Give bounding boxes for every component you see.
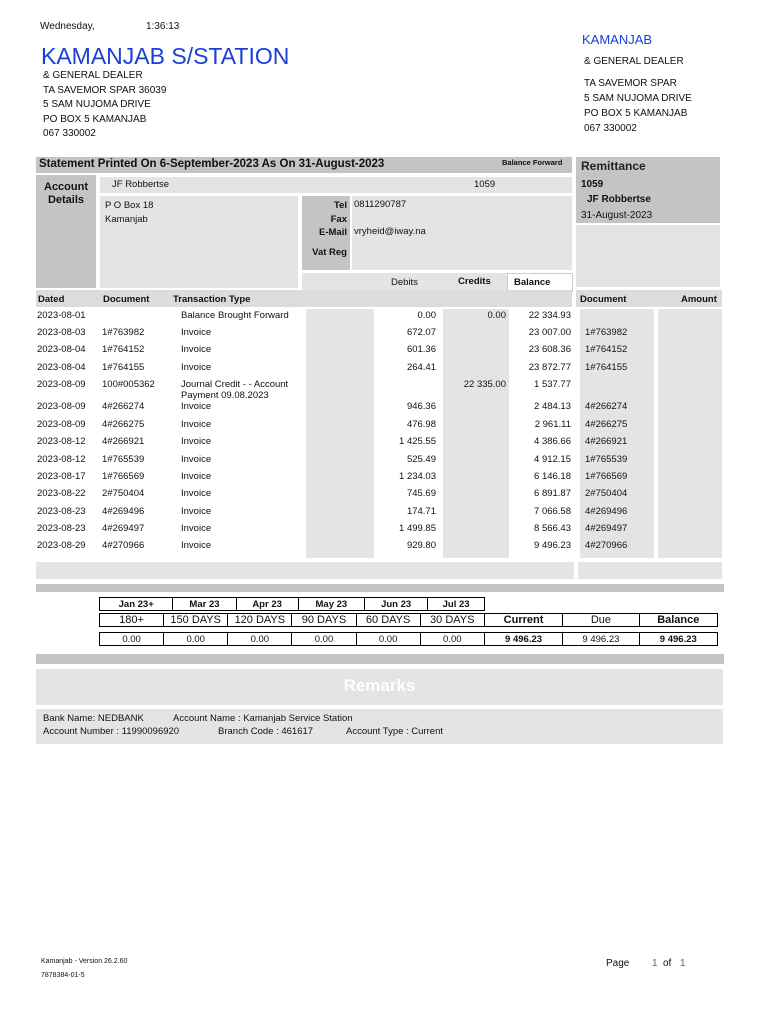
cell-debit: 0.00 bbox=[417, 310, 436, 321]
transaction-row bbox=[0, 344, 768, 361]
cell-debit: 672.07 bbox=[406, 327, 436, 338]
cell-debit: 946.36 bbox=[406, 401, 436, 412]
contact-labels bbox=[302, 199, 347, 240]
separator-bar bbox=[36, 584, 724, 592]
remittance-blank bbox=[576, 225, 720, 287]
aging-month: Jan 23+ bbox=[100, 598, 173, 611]
aging-value: 0.00 bbox=[100, 633, 164, 646]
customer-address-line: P O Box 18 bbox=[105, 200, 154, 211]
remit-company-name: KAMANJAB bbox=[582, 32, 653, 47]
cell-doc: 1#765539 bbox=[102, 454, 145, 465]
doc-code: 7878384-01-5 bbox=[41, 972, 85, 979]
account-name: Account Name : Kamanjab Service Station bbox=[173, 713, 353, 724]
statement-title: Statement Printed On 6-September-2023 As On 31-August-2023 bbox=[39, 158, 385, 170]
aging-label: Due bbox=[563, 614, 639, 627]
cell-debit: 525.49 bbox=[406, 454, 436, 465]
aging-value: 0.00 bbox=[228, 633, 292, 646]
cell-doc: 1#763982 bbox=[102, 327, 145, 338]
transaction-row bbox=[0, 506, 768, 523]
cell-rdoc: 2#750404 bbox=[585, 488, 628, 499]
cell-balance: 2 484.13 bbox=[534, 401, 571, 412]
aging-value: 9 496.23 bbox=[563, 633, 639, 646]
account-details-label: Account Details bbox=[44, 181, 88, 206]
email-value: vryheid@iway.na bbox=[354, 226, 426, 237]
cell-type: Invoice bbox=[181, 471, 212, 482]
col-dated: Dated bbox=[38, 294, 65, 305]
aging-value: 9 496.23 bbox=[639, 633, 717, 646]
cell-doc: 100#005362 bbox=[102, 379, 155, 390]
cell-doc: 4#266275 bbox=[102, 419, 145, 430]
cell-balance: 6 891.87 bbox=[534, 488, 571, 499]
transaction-row bbox=[0, 540, 768, 557]
address-line: PO BOX 5 KAMANJAB bbox=[43, 113, 147, 125]
cell-debit: 174.71 bbox=[406, 506, 436, 517]
cell-type: Balance Brought Forward bbox=[181, 310, 289, 321]
remarks-title: Remarks bbox=[343, 676, 416, 695]
transaction-row bbox=[0, 454, 768, 471]
col-document: Document bbox=[103, 294, 150, 305]
of-label: of bbox=[663, 958, 672, 969]
cell-credit: 22 335.00 bbox=[463, 379, 506, 390]
cell-debit: 929.80 bbox=[406, 540, 436, 551]
cell-date: 2023-08-01 bbox=[37, 310, 86, 321]
cell-date: 2023-08-17 bbox=[37, 471, 86, 482]
cell-type: Invoice bbox=[181, 488, 212, 499]
credits-label: Credits bbox=[458, 276, 491, 287]
cell-balance: 8 566.43 bbox=[534, 523, 571, 534]
cell-balance: 9 496.23 bbox=[534, 540, 571, 551]
customer-address bbox=[105, 199, 153, 227]
col-remit-document: Document bbox=[580, 294, 627, 305]
account-type: Account Type : Current bbox=[346, 726, 443, 737]
aging-label: 90 DAYS bbox=[292, 614, 356, 627]
address-line: TA SAVEMOR SPAR 36039 bbox=[43, 84, 167, 96]
cell-balance: 6 146.18 bbox=[534, 471, 571, 482]
separator-bar bbox=[36, 654, 724, 664]
cell-balance: 23 608.36 bbox=[528, 344, 571, 355]
cell-rdoc: 4#266921 bbox=[585, 436, 628, 447]
cell-balance: 1 537.77 bbox=[534, 379, 571, 390]
cell-date: 2023-08-12 bbox=[37, 436, 86, 447]
cell-type: Invoice bbox=[181, 506, 212, 517]
cell-type: Invoice bbox=[181, 419, 212, 430]
cell-date: 2023-08-12 bbox=[37, 454, 86, 465]
aging-month: Apr 23 bbox=[236, 598, 298, 611]
aging-months bbox=[99, 597, 485, 611]
aging-value: 0.00 bbox=[292, 633, 356, 646]
vat-label: Vat Reg bbox=[312, 247, 347, 258]
transaction-row bbox=[0, 310, 768, 327]
account-number: 1059 bbox=[474, 179, 496, 190]
company-name: KAMANJAB S/STATION bbox=[41, 43, 290, 69]
cell-credit: 0.00 bbox=[487, 310, 506, 321]
aging-label: 60 DAYS bbox=[356, 614, 420, 627]
aging-label: 30 DAYS bbox=[420, 614, 484, 627]
cell-rdoc: 1#764155 bbox=[585, 362, 628, 373]
cell-rdoc: 4#266274 bbox=[585, 401, 628, 412]
cell-type: Journal Credit - - Account bbox=[181, 379, 289, 390]
cell-type-continued: Payment 09.08.2023 bbox=[181, 390, 269, 401]
cell-doc: 1#764152 bbox=[102, 344, 145, 355]
remit-address-line: TA SAVEMOR SPAR bbox=[584, 78, 677, 89]
transaction-row bbox=[0, 488, 768, 505]
cell-doc: 4#270966 bbox=[102, 540, 145, 551]
aging-label: Current bbox=[484, 614, 562, 627]
cell-doc: 4#266274 bbox=[102, 401, 145, 412]
cell-rdoc: 1#765539 bbox=[585, 454, 628, 465]
cell-date: 2023-08-23 bbox=[37, 523, 86, 534]
address-line: 067 330002 bbox=[43, 128, 96, 140]
remit-address-line: 5 SAM NUJOMA DRIVE bbox=[584, 93, 692, 104]
aging-month: Jul 23 bbox=[428, 598, 485, 611]
customer-address-line: Kamanjab bbox=[105, 214, 148, 225]
aging-label: 150 DAYS bbox=[164, 614, 228, 627]
remit-address-line: 067 330002 bbox=[584, 123, 637, 134]
transaction-row bbox=[0, 523, 768, 540]
cell-balance: 4 386.66 bbox=[534, 436, 571, 447]
aging-month: Jun 23 bbox=[365, 598, 428, 611]
page-total: 1 bbox=[680, 958, 686, 969]
transaction-row bbox=[0, 419, 768, 436]
cell-balance: 23 872.77 bbox=[528, 362, 571, 373]
cell-debit: 264.41 bbox=[406, 362, 436, 373]
remit-address-line: PO BOX 5 KAMANJAB bbox=[584, 108, 688, 119]
cell-balance: 4 912.15 bbox=[534, 454, 571, 465]
aging-month: Mar 23 bbox=[173, 598, 236, 611]
cell-type: Invoice bbox=[181, 401, 212, 412]
cell-doc: 4#266921 bbox=[102, 436, 145, 447]
remit-customer-name: JF Robbertse bbox=[587, 194, 651, 205]
transaction-row bbox=[0, 401, 768, 418]
cell-balance: 2 961.11 bbox=[534, 419, 571, 430]
address-line: & GENERAL DEALER bbox=[43, 70, 143, 81]
cell-type: Invoice bbox=[181, 523, 212, 534]
cell-date: 2023-08-09 bbox=[37, 401, 86, 412]
balance-label: Balance bbox=[514, 277, 551, 288]
cell-debit: 1 425.55 bbox=[399, 436, 436, 447]
customer-name-bar bbox=[100, 177, 572, 193]
balance-forward-label: Balance Forward bbox=[502, 158, 563, 167]
remit-account-no: 1059 bbox=[581, 179, 604, 190]
cell-rdoc: 1#764152 bbox=[585, 344, 628, 355]
tel-label: Tel bbox=[333, 200, 347, 211]
aging-label: Balance bbox=[639, 614, 717, 627]
tel-value: 0811290787 bbox=[354, 199, 407, 210]
print-day: Wednesday, bbox=[40, 21, 95, 32]
cell-date: 2023-08-22 bbox=[37, 488, 86, 499]
transaction-row bbox=[0, 362, 768, 379]
aging-value: 9 496.23 bbox=[484, 633, 562, 646]
aging-labels bbox=[99, 613, 718, 627]
aging-month: May 23 bbox=[298, 598, 364, 611]
transaction-row bbox=[0, 436, 768, 453]
address-line: 5 SAM NUJOMA DRIVE bbox=[43, 99, 151, 111]
aging-label: 120 DAYS bbox=[228, 614, 292, 627]
remit-date: 31-August-2023 bbox=[581, 210, 653, 221]
cell-date: 2023-08-03 bbox=[37, 327, 86, 338]
remit-totals-bar bbox=[578, 562, 722, 579]
cell-debit: 601.36 bbox=[406, 344, 436, 355]
fax-label: Fax bbox=[330, 213, 347, 225]
col-transaction-type: Transaction Type bbox=[173, 294, 251, 305]
col-amount: Amount bbox=[681, 294, 717, 305]
aging-value: 0.00 bbox=[164, 633, 228, 646]
cell-date: 2023-08-04 bbox=[37, 344, 86, 355]
remit-address-line: & GENERAL DEALER bbox=[584, 56, 684, 67]
aging-value: 0.00 bbox=[420, 633, 484, 646]
version-text: Kamanjab - Version 26.2.60 bbox=[41, 958, 128, 965]
cell-doc: 2#750404 bbox=[102, 488, 145, 499]
cell-balance: 7 066.58 bbox=[534, 506, 571, 517]
cell-rdoc: 4#270966 bbox=[585, 540, 628, 551]
cell-type: Invoice bbox=[181, 540, 212, 551]
cell-date: 2023-08-09 bbox=[37, 379, 86, 390]
aging-value: 0.00 bbox=[356, 633, 420, 646]
cell-rdoc: 4#269497 bbox=[585, 523, 628, 534]
page-label: Page bbox=[606, 958, 630, 969]
cell-rdoc: 1#763982 bbox=[585, 327, 628, 338]
remit-company-address bbox=[584, 76, 692, 121]
customer-name: JF Robbertse bbox=[112, 179, 170, 190]
totals-bar bbox=[36, 562, 574, 579]
cell-debit: 476.98 bbox=[406, 419, 436, 430]
page-number: 1 bbox=[652, 958, 658, 969]
cell-doc: 1#766569 bbox=[102, 471, 145, 482]
cell-type: Invoice bbox=[181, 327, 212, 338]
cell-doc: 1#764155 bbox=[102, 362, 145, 373]
cell-debit: 1 499.85 bbox=[399, 523, 436, 534]
transaction-row bbox=[0, 379, 768, 401]
cell-type: Invoice bbox=[181, 344, 212, 355]
email-label: E-Mail bbox=[319, 227, 347, 238]
aging-label: 180+ bbox=[100, 614, 164, 627]
cell-doc: 4#269497 bbox=[102, 523, 145, 534]
cell-type: Invoice bbox=[181, 454, 212, 465]
transaction-row bbox=[0, 327, 768, 344]
bank-name: Bank Name: NEDBANK bbox=[43, 713, 144, 724]
aging-values bbox=[99, 632, 718, 646]
cell-doc: 4#269496 bbox=[102, 506, 145, 517]
cell-date: 2023-08-23 bbox=[37, 506, 86, 517]
print-time: 1:36:13 bbox=[146, 21, 180, 32]
remittance-label: Remittance bbox=[581, 159, 646, 173]
cell-balance: 22 334.93 bbox=[528, 310, 571, 321]
cell-date: 2023-08-29 bbox=[37, 540, 86, 551]
cell-balance: 23 007.00 bbox=[528, 327, 571, 338]
cell-rdoc: 4#269496 bbox=[585, 506, 628, 517]
cell-type: Invoice bbox=[181, 362, 212, 373]
bank-account-number: Account Number : 11990096920 bbox=[43, 726, 180, 737]
cell-rdoc: 4#266275 bbox=[585, 419, 628, 430]
debits-label: Debits bbox=[391, 277, 418, 288]
transaction-row bbox=[0, 471, 768, 488]
cell-debit: 745.69 bbox=[406, 488, 436, 499]
cell-type: Invoice bbox=[181, 436, 212, 447]
branch-code: Branch Code : 461617 bbox=[218, 726, 314, 737]
cell-debit: 1 234.03 bbox=[399, 471, 436, 482]
cell-date: 2023-08-09 bbox=[37, 419, 86, 430]
cell-rdoc: 1#766569 bbox=[585, 471, 628, 482]
cell-date: 2023-08-04 bbox=[37, 362, 86, 373]
company-address bbox=[43, 69, 166, 142]
